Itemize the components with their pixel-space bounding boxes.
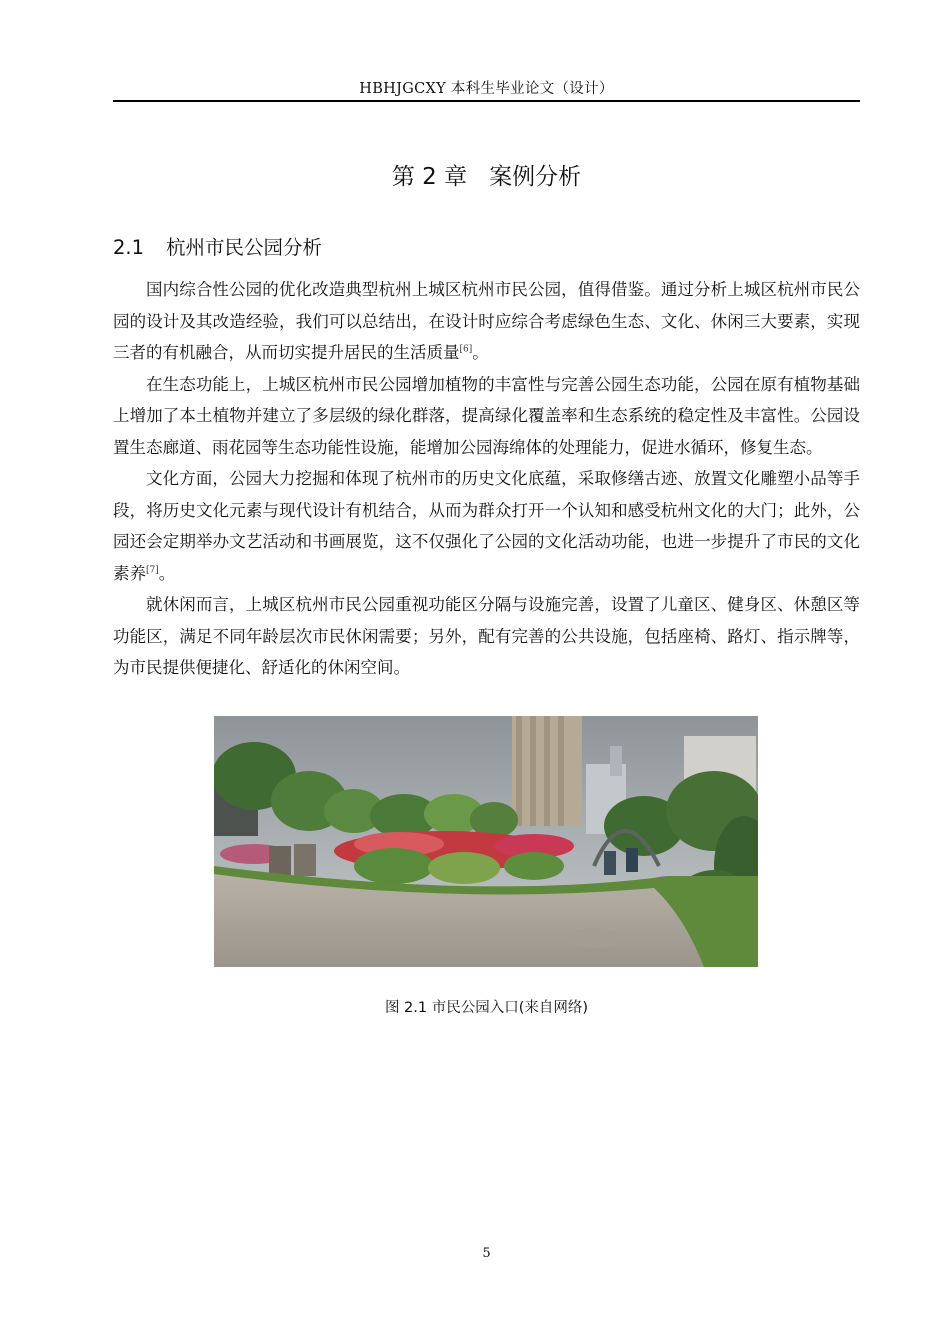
- figure-caption: 图 2.1 市民公园入口(来自网络): [384, 1000, 589, 1016]
- paragraph-text: 在生态功能上，上城区杭州市民公园增加植物的丰富性与完善公园生态功能，公园在原有植物基础上增加了本土植物并建立了多层级的绿化群落，提高绿化覆盖率和生态系统的稳定性及丰富性。公园设置生态廊道、雨花园等生态功能性设施，能增加公园海绵体的处理能力，促进水循环，修复生态。: [113, 374, 860, 457]
- paragraph-tail: 。: [472, 343, 489, 362]
- citation: [6]: [459, 344, 473, 355]
- park-entrance-photo: [214, 716, 758, 967]
- section-title: 杭州市民公园分析: [166, 236, 323, 259]
- paragraph-text: 就休闲而言，上城区杭州市民公园重视功能区分隔与设施完善，设置了儿童区、健身区、休憩区等功能区，满足不同年龄层次市民休闲需要；另外，配有完善的公共设施，包括座椅、路灯、指示牌等，为市民提供便捷化、舒适化的休闲空间。: [113, 595, 860, 677]
- section-number: 2.1: [113, 236, 145, 259]
- chapter-heading: [113, 158, 860, 191]
- body-text: [113, 274, 860, 684]
- running-header: HBHJGCXY 本科生毕业论文（设计）: [359, 81, 614, 97]
- header-divider: [113, 100, 860, 102]
- chapter-title: 案例分析: [489, 164, 582, 190]
- paragraph-tail: 。: [158, 563, 176, 583]
- chapter-number: 第 2 章: [391, 164, 468, 190]
- paragraph: [113, 369, 860, 464]
- paragraph: [113, 589, 860, 684]
- paragraph: [113, 274, 860, 369]
- paragraph-text: 文化方面，公园大力挖掘和体现了杭州市的历史文化底蕴，采取修缮古迹、放置文化雕塑小品等手段，将历史文化元素与现代设计有机结合，从而为群众打开一个认知和感受杭州文化的大门；此外，公园还会定期举办文艺活动和书画展览，这不仅强化了公园的文化活动功能，也进一步提升了市民的文化素养: [113, 469, 860, 583]
- citation: [7]: [146, 565, 159, 575]
- paragraph: [113, 463, 860, 589]
- paragraph-text: 国内综合性公园的优化改造典型杭州上城区杭州市民公园，值得借鉴。通过分析上城区杭州市民公园的设计及其改造经验，我们可以总结出，在设计时应综合考虑绿色生态、文化、休闲三大要素，实现三者的有机融合，从而切实提升居民的生活质量: [113, 280, 860, 362]
- page-number: 5: [482, 1246, 491, 1261]
- section-heading: [113, 232, 322, 260]
